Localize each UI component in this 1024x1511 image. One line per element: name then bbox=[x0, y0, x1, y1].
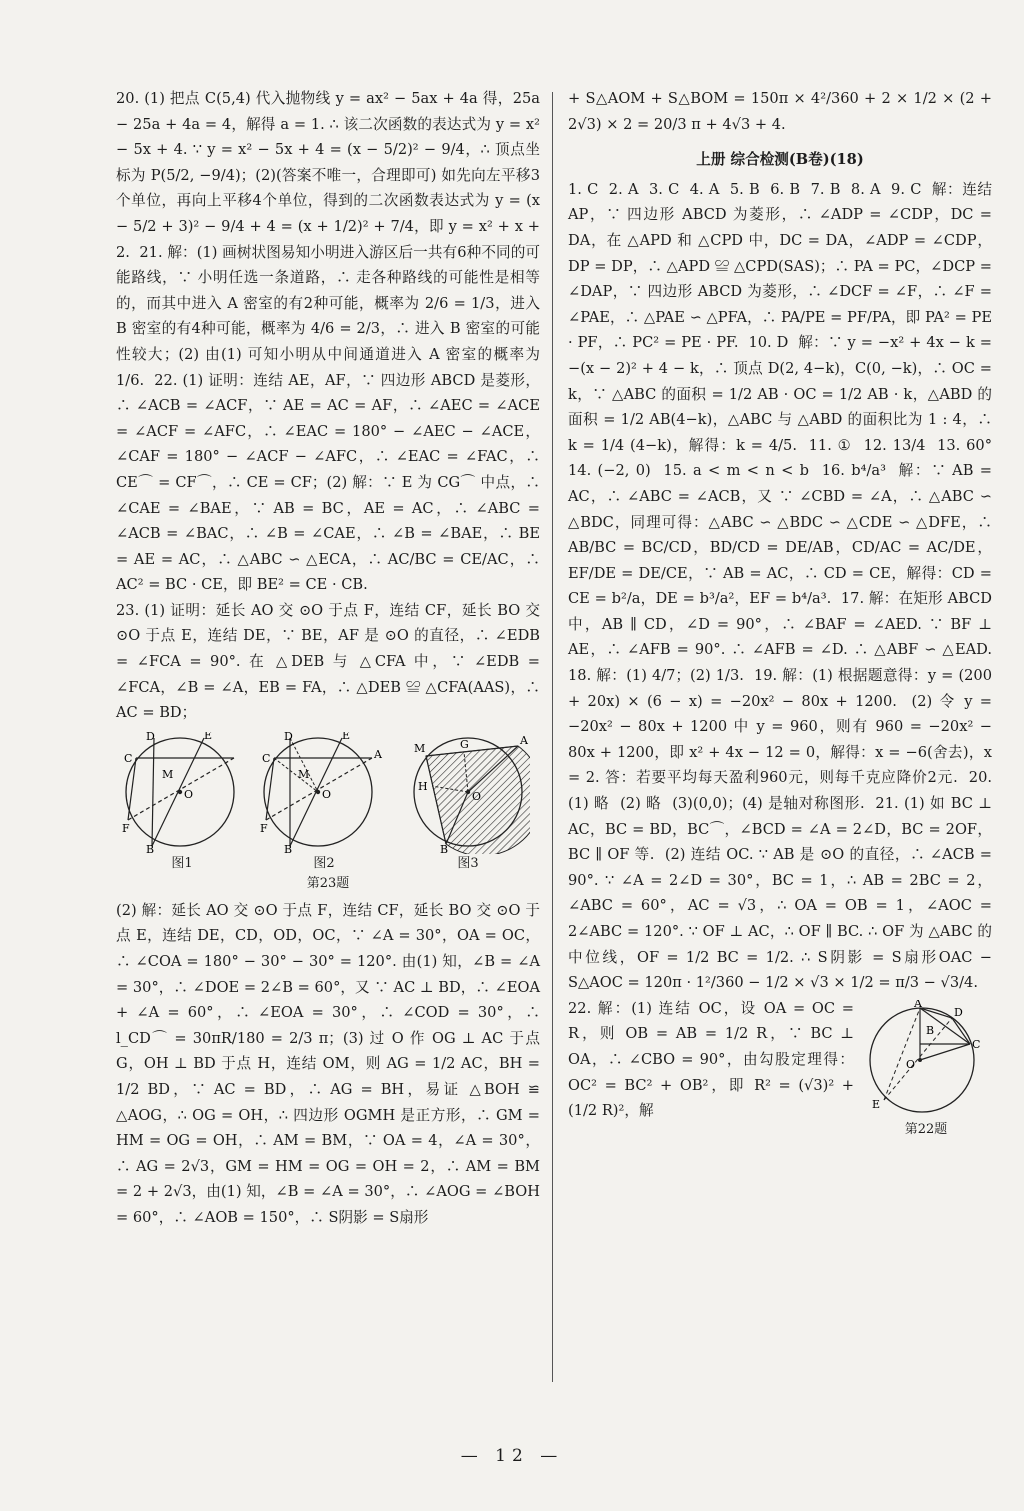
svg-text:E: E bbox=[872, 1097, 881, 1111]
svg-text:O: O bbox=[322, 787, 332, 801]
figure-3 bbox=[406, 732, 530, 872]
svg-text:F: F bbox=[260, 821, 268, 835]
circle-figure-1-icon bbox=[122, 732, 242, 854]
left-column bbox=[116, 86, 545, 1231]
figure-2 bbox=[260, 732, 388, 872]
figure-22-caption: 第22题 bbox=[904, 1121, 948, 1137]
svg-text:F: F bbox=[122, 821, 130, 835]
svg-text:E: E bbox=[204, 731, 213, 742]
svg-text:A: A bbox=[914, 999, 922, 1010]
svg-text:O: O bbox=[184, 787, 194, 801]
column-divider bbox=[552, 92, 553, 1382]
figure-23-group bbox=[122, 732, 530, 872]
right-column bbox=[568, 86, 1002, 1137]
svg-text:D: D bbox=[284, 731, 293, 743]
figure-3-caption: 图3 bbox=[457, 855, 479, 871]
svg-text:E: E bbox=[342, 731, 351, 742]
svg-text:M: M bbox=[162, 767, 174, 781]
section-title: 上册 综合检测(B卷)(18) bbox=[696, 151, 864, 169]
svg-text:D: D bbox=[954, 1005, 963, 1019]
figure-1-caption: 图1 bbox=[171, 855, 193, 871]
svg-text:B: B bbox=[146, 842, 155, 854]
circle-figure-2-icon bbox=[260, 732, 388, 854]
svg-text:A: A bbox=[520, 733, 528, 747]
answers-1-21: 1. C 2. A 3. C 4. A 5. B 6. B 7. B 8. A 9. C 解：连结 AP，∵ 四边形 ABCD 为菱形，∴ ∠ADP = ∠CDP，DC = DA，在 △APD 和 △CPD 中，DC = DA，∠ADP = ∠CDP，DP = DP，∴ △APD ≌ △CPD(SAS)；∴ PA = PC，∠DCP = ∠DAP，∵ 四边形 ABCD 为菱形，∴ ∠DCF = ∠F，∴ ∠F = ∠PAE，∴ △PAE ∽ △PFA，∴ PA/PE = PF/PA，即 PA² = PE · PF，∴ PC² = PE · PF. 10. D 解：∵ y = −x² + 4x − k = −(x − 2)² + 4 − k，∴ 顶点 D(2, 4−k)，C(0, −k)，∴ OC = k，∵ △ABC 的面积 = 1/2 AB · OC = 1/2 AB · k，△ABD 的面积 = 1/2 AB(4−k)，△ABC 与 △ABD 的面积比为 1 : 4，∴ k = 1/4 (4−k)，解得：k = 4/5. 11. ① 12. 13/4 13. 60° 14. (−2, 0) 15. a < m < n < b 16. b⁴/a³ 解：∵ AB = AC，∴ ∠ABC = ∠ACB，又 ∵ ∠CBD = ∠A，∴ △ABC ∽ △BDC，同理可得：△ABC ∽ △BDC ∽ △CDE ∽ △DFE，∴ AB/BC = BC/CD，BD/CD = DE/AB，CD/AC = AC/DE，EF/DE = DE/CE，∵ AB = AC，∴ CD = CE，解得：CD = CE = b²/a，DE = b³/a²，EF = b⁴/a³. 17. 解：在矩形 ABCD 中，AB ∥ CD，∠D = 90°，∴ ∠BAF = ∠AED. ∵ BF ⊥ AE，∴ ∠AFB = 90°. ∴ ∠AFB = ∠D. ∴ △ABF ∽ △EAD. 18. 解：(1) 4/7；(2) 1/3. 19. 解：(1) 根据题意得：y = (200 + 20x) × (6 − x) = −20x² − 80x + 1200. (2) 令 y = −20x² − 80x + 1200 中 y = 960，则有 960 = −20x² − 80x + 1200，即 x² + 4x − 12 = 0，解得：x = −6(舍去)，x = 2. 答：若要平均每天盈利960元，则每千克应降价2元. 20. (1) 略 (2) 略 (3)(0,0)；(4) 是轴对称图形. 21. (1) 如 BC ⊥ AC，BC = BD，BC⌒，∠BCD = ∠A = 2∠D，BC = 2OF，BC ∥ OF 等. (2) 连结 OC. ∵ AB 是 ⊙O 的直径，∴ ∠ACB = 90°. ∵ ∠A = 2∠D = 30°，BC = 1，∴ AB = 2BC = 2，∠ABC = 60°，AC = √3，∴ OA = OB = 1，∠AOC = 2∠ABC = 120°. ∵ OF ⊥ AC，∴ OF ∥ BC. ∴ OF 为 △ABC 的中位线，OF = 1/2 BC = 1/2. ∴ S阴影 = S扇形OAC − S△AOC = 120π · 1²/360 − 1/2 × √3 × 1/2 = π/3 − √3/4. bbox=[568, 180, 1002, 992]
answer-22-text: 22. 解：(1) 连结 OC，设 OA = OC = R，则 OB = AB = 1/2 R，∵ BC ⊥ OA，∴ ∠CBO = 90°，由勾股定理得：OC² = BC² + OB²，即 R² = (√3)² + (1/2 R)²，解 bbox=[568, 999, 859, 1120]
svg-text:G: G bbox=[460, 737, 469, 751]
svg-text:C: C bbox=[124, 751, 133, 765]
svg-text:M: M bbox=[414, 741, 426, 755]
answer-22-block bbox=[568, 996, 992, 1137]
svg-text:M: M bbox=[298, 767, 310, 781]
page-number: — 12 — bbox=[460, 1446, 564, 1466]
figure-23-title: 第23题 bbox=[306, 875, 350, 891]
svg-text:B: B bbox=[926, 1023, 935, 1037]
answer-23-part2: (2) 解：延长 AO 交 ⊙O 于点 F，连结 CF，延长 BO 交 ⊙O 于点 E，连结 DE，CD，OD，OC，∵ ∠A = 30°，OA = OC，∴ ∠COA = 180° − 30° − 30° = 120°. 由(1) 知，∠B = ∠A = 30°，∴ ∠DOE = 2∠B = 60°，又 ∵ AC ⊥ BD，∴ ∠EOA + ∠A = 60°，∴ ∠EOA = 30°，∴ ∠COD = 30°，∴ l_CD⌒ = 30πR/180 = 2/3 π；(3) 过 O 作 OG ⊥ AC 于点 G，OH ⊥ BD 于点 H，连结 OM，则 AG = 1/2 AC，BH = 1/2 BD，∵ AC = BD，∴ AG = BH，易证 △BOH ≌ △AOG，∴ OG = OH，∴ 四边形 OGMH 是正方形，∴ GM = HM = OG = OH，∴ AM = BM，∵ OA = 4，∠A = 30°，∴ AG = 2√3，GM = HM = OG = OH = 2，∴ AM = BM = 2 + 2√3，由(1) 知，∠B = ∠A = 30°，∴ ∠AOG = ∠BOH = 60°，∴ ∠AOB = 150°，∴ S阴影 = S扇形 bbox=[116, 901, 545, 1226]
answer-23-continued: + S△AOM + S△BOM = 150π × 4²/360 + 2 × 1/2 × (2 + 2√3) × 2 = 20/3 π + 4√3 + 4. bbox=[568, 90, 997, 133]
svg-text:B: B bbox=[440, 842, 449, 854]
svg-text:A: A bbox=[374, 747, 382, 761]
circle-figure-3-icon bbox=[406, 732, 530, 854]
figure-1 bbox=[122, 732, 242, 872]
circle-figure-22-icon bbox=[864, 1000, 988, 1120]
answer-23-part1: 23. (1) 证明：延长 AO 交 ⊙O 于点 F，连结 CF，延长 BO 交 ⊙O 于点 E，连结 DE，∵ BE，AF 是 ⊙O 的直径，∴ ∠EDB = ∠FCA = 90°. 在 △DEB 与 △CFA 中，∵ ∠EDB = ∠FCA，∠B = ∠A，EB = FA，∴ △DEB ≌ △CFA(AAS)，∴ AC = BD； bbox=[116, 601, 545, 722]
figure-22 bbox=[860, 1000, 992, 1138]
svg-text:C: C bbox=[262, 751, 271, 765]
figure-2-caption: 图2 bbox=[313, 855, 335, 871]
svg-text:C: C bbox=[972, 1037, 981, 1051]
svg-text:H: H bbox=[418, 779, 428, 793]
svg-text:D: D bbox=[146, 731, 155, 743]
svg-text:O: O bbox=[472, 789, 482, 803]
answer-20-22: 20. (1) 把点 C(5,4) 代入抛物线 y = ax² − 5ax + 4a 得，25a − 25a + 4a = 4，解得 a = 1. ∴ 该二次函数的表达式为 y = x² − 5x + 4. ∵ y = x² − 5x + 4 = (x − 5/2)² − 9/4，∴ 顶点坐标为 P(5/2, −9/4)；(2)(答案不唯一，合理即可) 如先向左平移3个单位，再向上平移4个单位，得到的二次函数表达式为 y = (x − 5/2 + 3)² − 9/4 + 4 = (x + 1/2)² + 7/4，即 y = x² + x + 2. 21. 解：(1) 画树状图易知小明进入游区后一共有6种不同的可能路线，∵ 小明任选一条道路，∴ 走各种路线的可能性是相等的，而其中进入 A 密室的有2种可能，概率为 2/6 = 1/3，进入 B 密室的有4种可能，概率为 4/6 = 2/3，∴ 进入 B 密室的可能性较大；(2) 由(1) 可知小明从中间通道进入 A 密室的概率为 1/6. 22. (1) 证明：连结 AE，AF，∵ 四边形 ABCD 是菱形，∴ ∠ACB = ∠ACF，∵ AE = AC = AF，∴ ∠AEC = ∠ACE = ∠ACF = ∠AFC，∴ ∠EAC = 180° − ∠AEC − ∠ACE，∠CAF = 180° − ∠ACF − ∠AFC，∴ ∠EAC = ∠FAC，∴ CE⌒ = CF⌒，∴ CE = CF；(2) 解：∵ E 为 CG⌒ 中点，∴ ∠CAE = ∠BAE，∵ AB = BC，AE = AC，∴ ∠ABC = ∠ACB = ∠BAC，∴ ∠B = ∠CAE，∴ ∠B = ∠BAE，∴ BE = AE = AC，∴ △ABC ∽ △ECA，∴ AC/BC = CE/AC，∴ AC² = BC · CE，即 BE² = CE · CB. bbox=[116, 90, 545, 594]
svg-text:O: O bbox=[906, 1057, 916, 1071]
svg-text:B: B bbox=[284, 842, 293, 854]
